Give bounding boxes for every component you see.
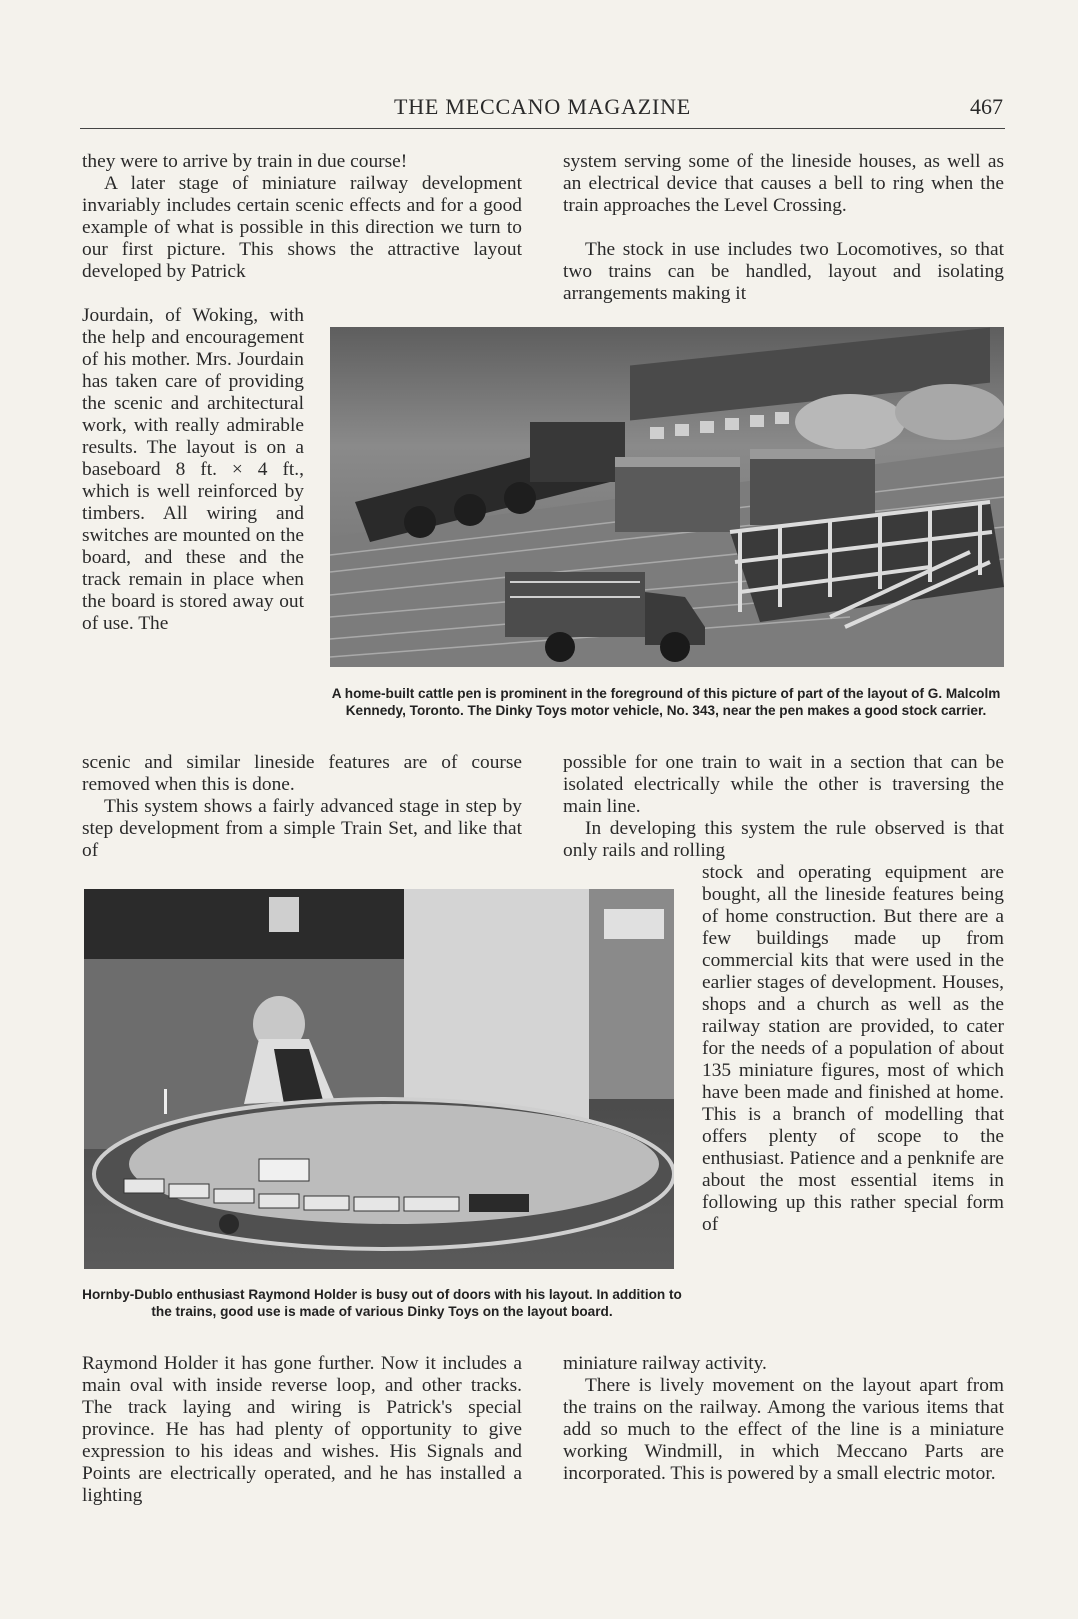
figure-caption: A home-built cattle pen is prominent in the foreground of this picture of part of the layout of G. Malcolm Kennedy, Toronto. The Dinky Toys motor vehicle, No. 343, near the pen makes a good stock carrier.: [331, 686, 1001, 718]
magazine-title: THE MECCANO MAGAZINE: [393, 94, 692, 119]
page-header: [80, 92, 1005, 129]
page-number: 467: [970, 94, 1003, 119]
paragraph: Jourdain, of Woking, with the help and encouragement of his mother. Mrs. Jourdain has taken care of providing the scenic and architectural work, with really admirable results. The layout is on a baseboard 8 ft. × 4 ft., which is well reinforced by timbers. All wiring and switches are mounted on the board, and these and the track remain in place when the board is stored away out of use. The: [82, 305, 304, 634]
paragraph: stock and operating equipment are bought, all the lineside features being of home construction. But there are a few buildings made up from commercial kits that were used in the earlier stages of development. Houses, shops and a church as well as the railway station are provided, to cater for the needs of a population of about 135 miniature figures, most of which have been made and finished at home. This is a branch of modelling that offers plenty of scope to the enthusiast. Patience and a penknife are about the most essential items in following up this rather special form of: [702, 862, 1004, 1235]
paragraph: they were to arrive by train in due course!: [82, 151, 408, 172]
paragraph: system serving some of the lineside houses, as well as an electrical device that causes a bell to ring when the train approaches the Level Crossing.: [563, 151, 1004, 216]
paragraph: scenic and similar lineside features are of course removed when this is done.: [82, 752, 522, 795]
paragraph: A later stage of miniature railway development invariably includes certain scenic effects and for a good example of what is possible in this direction we turn to our first picture. This shows the attractive layout developed by Patrick: [82, 173, 522, 282]
paragraph: The stock in use includes two Locomotives, so that two trains can be handled, layout and isolating arrangements making it: [563, 239, 1004, 304]
paragraph: possible for one train to wait in a section that can be isolated electrically while the other is traversing the main line.: [563, 752, 1004, 817]
boy-layout-photo: [84, 889, 674, 1269]
paragraph: This system shows a fairly advanced stage in step by step development from a simple Train Set, and like that of: [82, 796, 522, 861]
paragraph: There is lively movement on the layout apart from the trains on the railway. Among the various items that add so much to the effect of the line is a miniature working Windmill, in which Meccano Parts are incorporated. This is powered by a small electric motor.: [563, 1375, 1004, 1484]
paragraph: Raymond Holder it has gone further. Now it includes a main oval with inside reverse loop, and other tracks. The track laying and wiring is Patrick's special province. He has had plenty of opportunity to give expression to his ideas and wishes. His Signals and Points are electrically operated, and he has installed a lighting: [82, 1353, 522, 1506]
figure-caption: Hornby-Dublo enthusiast Raymond Holder is busy out of doors with his layout. In addition to the trains, good use is made of various Dinky Toys on the layout board.: [82, 1287, 682, 1319]
train-layout-photo: [330, 327, 1004, 667]
paragraph: In developing this system the rule observed is that only rails and rolling: [563, 818, 1004, 861]
paragraph: miniature railway activity.: [563, 1353, 767, 1374]
